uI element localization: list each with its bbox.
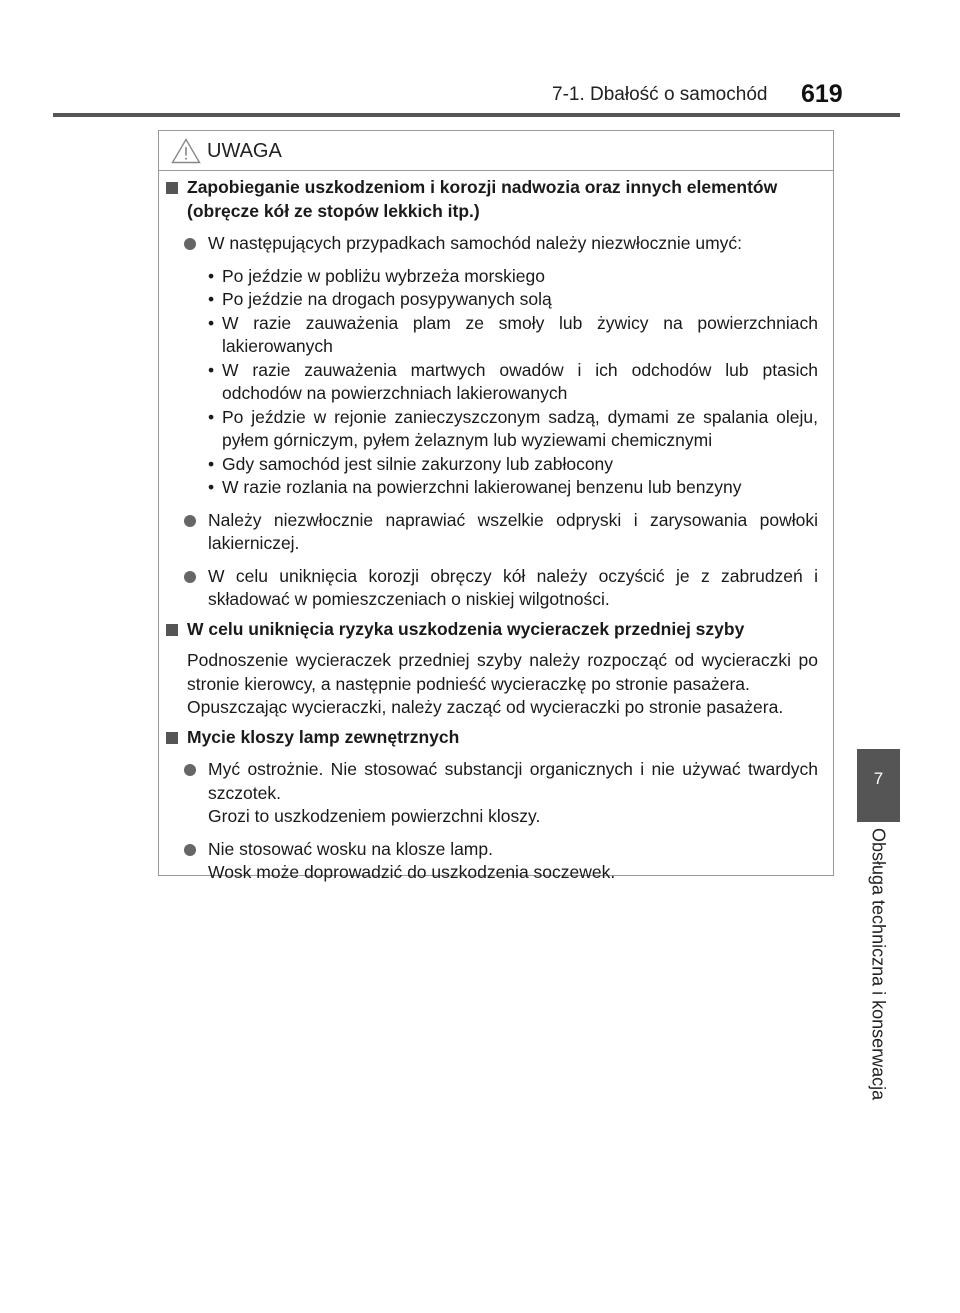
bullet-icon: •	[208, 289, 215, 309]
warning-content	[166, 176, 818, 885]
list-item: • Gdy samochód jest silnie zakurzony lub zabłocony	[208, 453, 818, 477]
chapter-title-vertical	[860, 828, 896, 1128]
bullet-icon: •	[208, 477, 215, 497]
warning-label: UWAGA	[207, 140, 282, 162]
square-bullet-icon	[166, 624, 178, 636]
chapter-title: Obsługa techniczna i konserwacja	[868, 828, 889, 1101]
section-heading: Zapobieganie uszkodzeniom i korozji nadwozia oraz innych elementów (obręcze kół ze stopów lekkich itp.)	[166, 176, 818, 223]
list-item: Nie stosować wosku na klosze lamp. Wosk może doprowadzić do uszkodzenia soczewek.	[166, 838, 818, 885]
list-item: W celu uniknięcia korozji obręczy kół należy oczyścić je z zabrudzeń i składować w pomieszczeniach o niskiej wilgotności.	[166, 565, 818, 612]
list-item: W następujących przypadkach samochód należy niezwłocznie umyć:	[166, 232, 818, 256]
bullet-icon: •	[208, 312, 215, 333]
list-item: Należy niezwłocznie naprawiać wszelkie odpryski i zarysowania powłoki lakierniczej.	[166, 509, 818, 556]
list-item: Myć ostrożnie. Nie stosować substancji organicznych i nie używać twardych szczotek. Grozi to uszkodzeniem powierzchni kloszy.	[166, 758, 818, 829]
list-item: • Po jeździe na drogach posypywanych solą	[208, 288, 818, 312]
paragraph: Podnoszenie wycieraczek przedniej szyby należy rozpocząć od wycieraczki po stronie kierowcy, a następnie podnieść wycieraczkę po stronie pasażera. Opuszczając wycieraczki, należy zacząć od wycieraczki po stronie pasażera.	[187, 650, 818, 717]
circle-bullet-icon	[184, 764, 196, 776]
chapter-tab	[857, 749, 900, 822]
circle-bullet-icon	[184, 844, 196, 856]
bullet-icon: •	[208, 453, 215, 474]
list-item: • Po jeździe w rejonie zanieczyszczonym sadzą, dymami ze spalania oleju, pyłem górniczym, pyłem żelaznym lub wyziewami chemicznymi	[208, 406, 818, 450]
circle-bullet-icon	[184, 238, 196, 250]
section-heading: Mycie kloszy lamp zewnętrznych	[166, 726, 818, 750]
list-item: • W razie rozlania na powierzchni lakierowanej benzenu lub benzyny	[208, 476, 818, 500]
bullet-icon: •	[208, 265, 215, 286]
square-bullet-icon	[166, 732, 178, 744]
bullet-icon: •	[208, 359, 215, 380]
warning-header	[159, 131, 833, 171]
circle-bullet-icon	[184, 515, 196, 527]
circle-bullet-icon	[184, 571, 196, 583]
section-heading: W celu uniknięcia ryzyka uszkodzenia wycieraczek przedniej szyby	[166, 618, 818, 642]
bullet-list	[166, 265, 818, 500]
list-item: • W razie zauważenia plam ze smoły lub żywicy na powierzchniach lakierowanych	[208, 312, 818, 356]
square-bullet-icon	[166, 182, 178, 194]
header-divider	[53, 113, 900, 117]
warning-triangle-icon	[171, 138, 201, 164]
page-number: 619	[801, 80, 843, 108]
list-item: • Po jeździe w pobliżu wybrzeża morskiego	[208, 265, 818, 289]
section-title: 7-1. Dbałość o samochód	[552, 84, 768, 105]
chapter-number: 7	[873, 769, 884, 788]
bullet-icon: •	[208, 406, 215, 427]
list-item: • W razie zauważenia martwych owadów i ich odchodów lub ptasich odchodów na powierzchniach lakierowanych	[208, 359, 818, 403]
